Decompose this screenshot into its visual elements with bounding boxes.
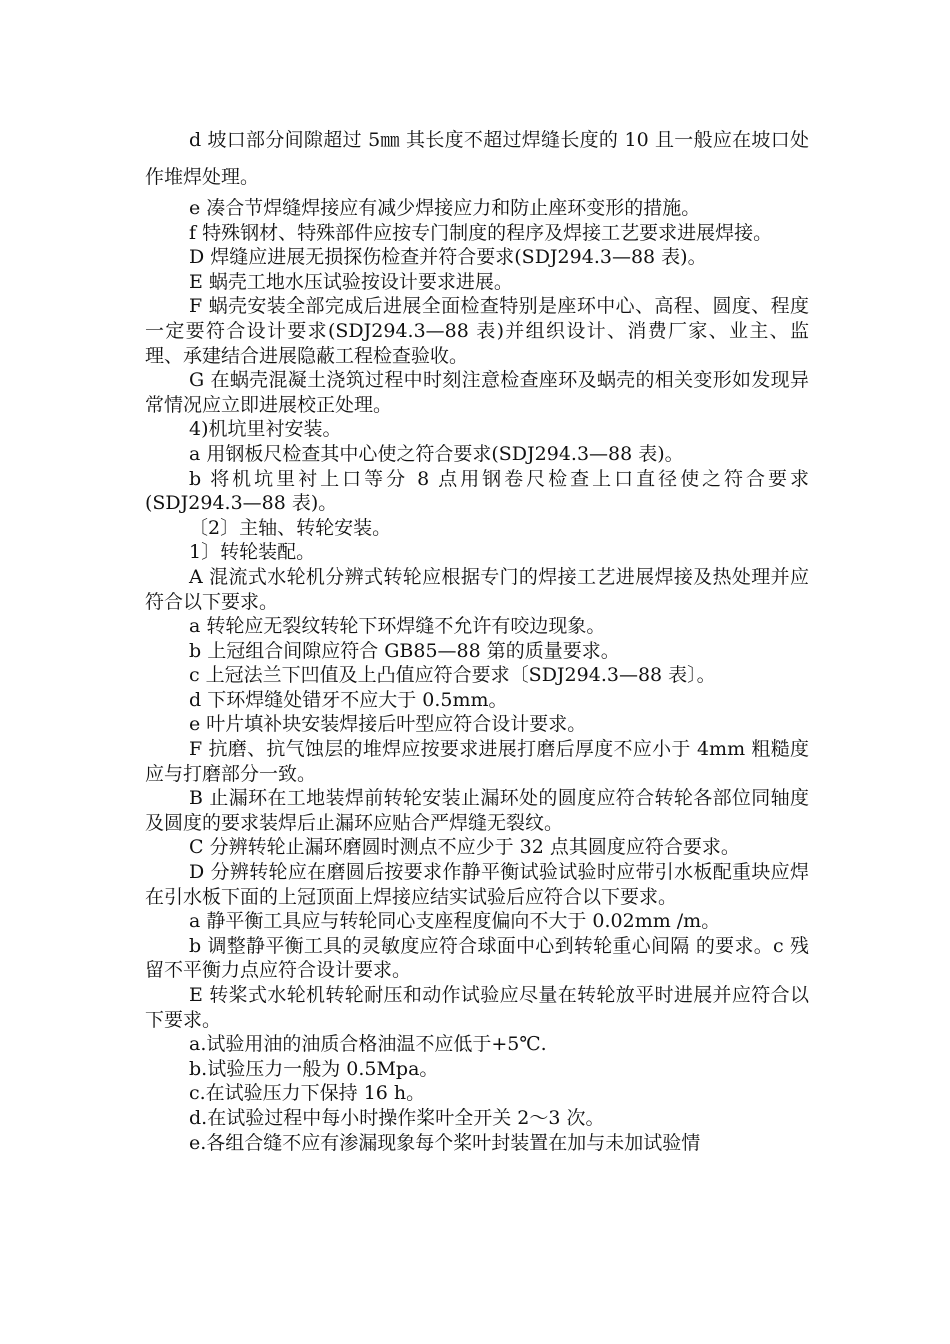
paragraph: B 止漏环在工地装焊前转轮安装止漏环处的圆度应符合转轮各部位同轴度及圆度的要求装焊后止漏环应贴合严焊缝无裂纹。	[145, 787, 809, 834]
paragraph: b 将机坑里衬上口等分 8 点用钢卷尺检查上口直径使之符合要求(SDJ294.3—88 表)。	[145, 467, 809, 515]
paragraph: d 下环焊缝处错牙不应大于 0.5mm。	[189, 688, 508, 711]
paragraph: c.在试验压力下保持 16 h。	[189, 1082, 426, 1105]
paragraph: C 分辨转轮止漏环磨圆时测点不应少于 32 点其圆度应符合要求。	[189, 836, 740, 859]
paragraph: b.试验压力一般为 0.5Mpa。	[189, 1057, 439, 1080]
paragraph: e.各组合缝不应有渗漏现象每个桨叶封装置在加与未加试验情	[189, 1131, 701, 1154]
paragraph: D 分辨转轮应在磨圆后按要求作静平衡试验试验时应带引水板配重块应焊在引水板下面的上冠顶面上焊接应结实试验后应符合以下要求。	[145, 861, 809, 908]
paragraph: b 上冠组合间隙应符合 GB85—88 第的质量要求。	[189, 639, 620, 662]
paragraph: d 坡口部分间隙超过 5㎜ 其长度不超过焊缝长度的 10 且一般应在坡口处作堆焊处理。	[145, 129, 809, 188]
document-body	[145, 122, 809, 1155]
paragraph: a 静平衡工具应与转轮同心支座程度偏向不大于 0.02mm /m。	[189, 910, 721, 933]
paragraph: G 在蜗壳混凝土浇筑过程中时刻注意检查座环及蜗壳的相关变形如发现异常情况应立即进展校正处理。	[145, 369, 809, 416]
paragraph: a 用钢板尺检查其中心使之符合要求(SDJ294.3—88 表)。	[189, 442, 684, 465]
paragraph: 1〕转轮装配。	[189, 541, 316, 564]
paragraph: E 转桨式水轮机转轮耐压和动作试验应尽量在转轮放平时进展并应符合以下要求。	[145, 984, 809, 1031]
paragraph: F 蜗壳安装全部完成后进展全面检查特别是座环中心、高程、圆度、程度一定要符合设计要求(SDJ294.3—88 表)并组织设计、消费厂家、业主、监理、承建结合进展隐蔽工程检查验收。	[145, 295, 809, 367]
paragraph: c 上冠法兰下凹值及上凸值应符合要求〔SDJ294.3—88 表〕。	[189, 664, 716, 687]
paragraph: f 特殊钢材、特殊部件应按专门制度的程序及焊接工艺要求进展焊接。	[189, 221, 773, 244]
paragraph: a 转轮应无裂纹转轮下环焊缝不允许有咬边现象。	[189, 615, 606, 638]
paragraph: e 凑合节焊缝焊接应有减少焊接应力和防止座环变形的措施。	[189, 197, 701, 219]
paragraph: F 抗磨、抗气蚀层的堆焊应按要求进展打磨后厚度不应小于 4mm 粗糙度应与打磨部分一致。	[145, 738, 809, 785]
paragraph: 〔2〕主轴、转轮安装。	[189, 516, 392, 539]
paragraph: e 叶片填补块安装焊接后叶型应符合设计要求。	[189, 713, 587, 736]
paragraph: D 焊缝应进展无损探伤检查并符合要求(SDJ294.3—88 表)。	[189, 246, 707, 269]
paragraph: a.试验用油的油质合格油温不应低于+5℃.	[189, 1033, 547, 1056]
paragraph: A 混流式水轮机分辨式转轮应根据专门的焊接工艺进展焊接及热处理并应符合以下要求。	[145, 565, 809, 613]
paragraph: E 蜗壳工地水压试验按设计要求进展。	[189, 270, 513, 293]
paragraph: 4)机坑里衬安装。	[189, 418, 342, 441]
paragraph: d.在试验过程中每小时操作桨叶全开关 2～3 次。	[189, 1106, 605, 1129]
paragraph: b 调整静平衡工具的灵敏度应符合球面中心到转轮重心间隔 的要求。c 残留不平衡力点应符合设计要求。	[145, 934, 809, 982]
